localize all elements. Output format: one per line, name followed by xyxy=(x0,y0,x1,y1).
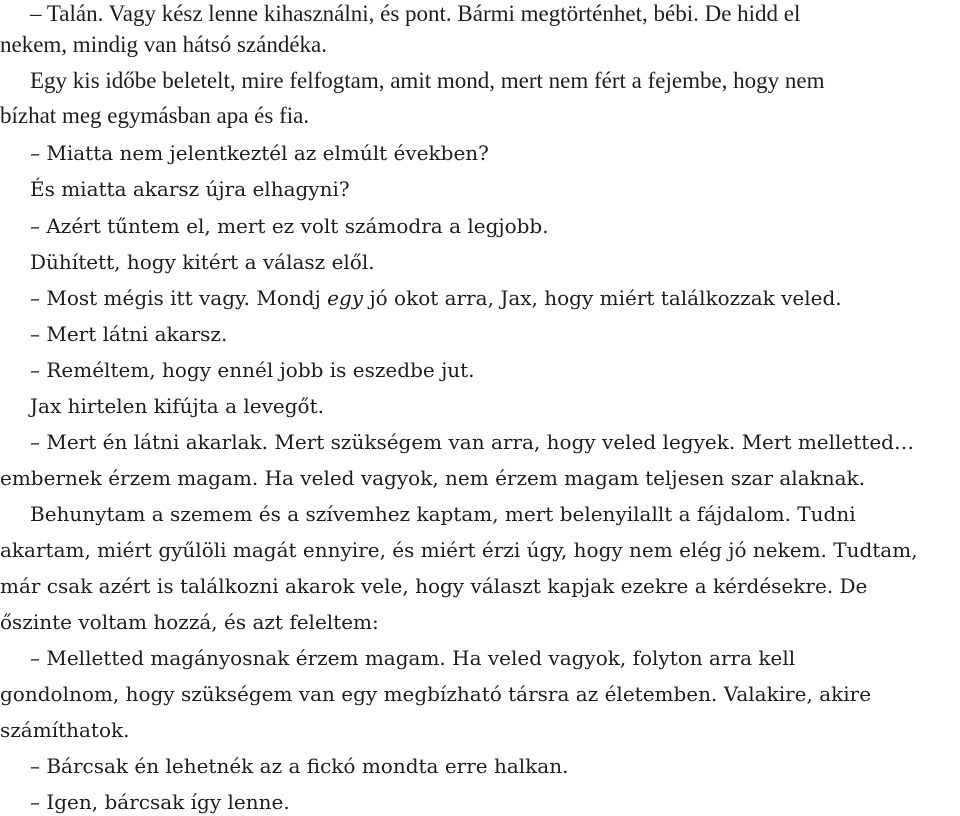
text-span: – Most mégis itt vagy. Mondj xyxy=(30,286,321,310)
text-line: És miatta akarsz újra elhagyni? xyxy=(30,177,350,201)
text-line: Jax hirtelen kifújta a levegőt. xyxy=(30,394,324,418)
text-line: – Mert látni akarsz. xyxy=(30,322,228,346)
text-line: – Melletted magányosnak érzem magam. Ha veled vagyok, folyton arra kell xyxy=(30,646,796,670)
text-line xyxy=(0,284,842,312)
text-line: embernek érzem magam. Ha veled vagyok, nem érzem magam teljesen szar alaknak. xyxy=(0,466,866,490)
text-line: – Mert én látni akarlak. Mert szükségem van arra, hogy veled legyek. Mert melletted… xyxy=(30,430,914,454)
text-line: Behunytam a szemem és a szívemhez kaptam, mert belenyilallt a fájdalom. Tudni xyxy=(30,502,856,526)
text-line: bízhat meg egymásban apa és fia. xyxy=(0,103,310,128)
text-line: már csak azért is találkozni akarok vele, hogy választ kapjak ezekre a kérdésekre. De xyxy=(0,574,868,598)
text-line: – Talán. Vagy kész lenne kihasználni, és pont. Bármi megtörténhet, bébi. De hidd el xyxy=(30,1,801,26)
text-line: őszinte voltam hozzá, és azt feleltem: xyxy=(0,610,379,634)
emphasis-word: egy xyxy=(327,286,364,310)
text-line: akartam, miért gyűlöli magát ennyire, és miért érzi úgy, hogy nem elég jó nekem. Tudtam, xyxy=(0,538,918,562)
text-line: – Miatta nem jelentkeztél az elmúlt években? xyxy=(30,141,489,165)
text-span: jó okot arra, Jax, hogy miért találkozzak veled. xyxy=(369,286,842,310)
text-line: – Bárcsak én lehetnék az a fickó mondta erre halkan. xyxy=(30,754,569,778)
text-line: gondolnom, hogy szükségem van egy megbízható társra az életemben. Valakire, akire xyxy=(0,682,872,706)
text-line: – Igen, bárcsak így lenne. xyxy=(30,790,290,814)
text-line: – Reméltem, hogy ennél jobb is eszedbe jut. xyxy=(30,358,475,382)
text-line: Dühített, hogy kitért a válasz elől. xyxy=(30,250,375,274)
text-line: számíthatok. xyxy=(0,718,130,742)
text-line: Egy kis időbe beletelt, mire felfogtam, amit mond, mert nem fért a fejembe, hogy nem xyxy=(30,68,825,93)
text-line: – Azért tűntem el, mert ez volt számodra a legjobb. xyxy=(30,214,549,238)
text-line: nekem, mindig van hátsó szándéka. xyxy=(0,32,328,57)
